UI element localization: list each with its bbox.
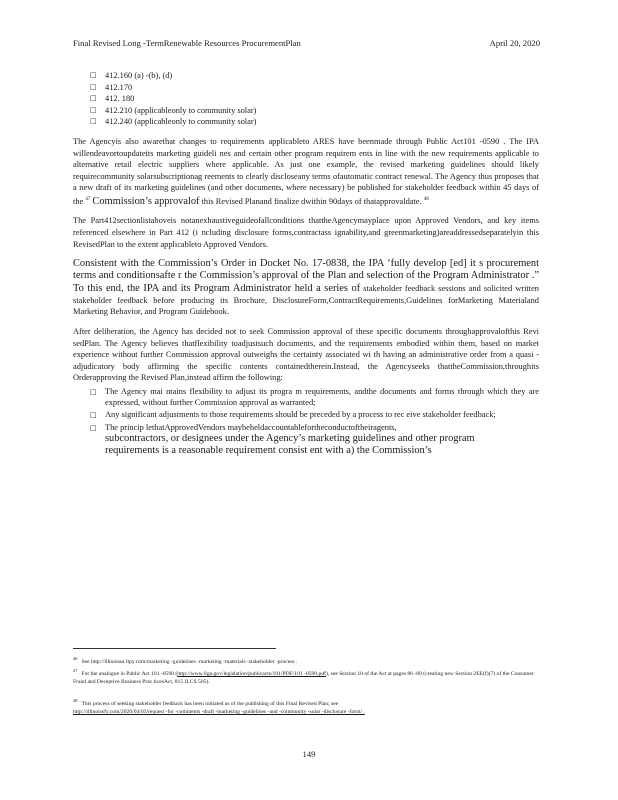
footnote-divider (73, 648, 276, 649)
bullet-box-icon: □ (90, 71, 97, 79)
page-number: 149 (302, 749, 316, 759)
paragraph-ares-changes: The Agencyis also awarethat changes to requirements applicableto ARES have beenmade through Public Act101 -0590 . The IPA willendeavortoupdateits marketing guideli nes and certain other program requirem ents in line with the new requirements applicable to alternative retail electric suppliers where applicable. As just one example, the revised marketing guidelines should likely requirecommunity solarsubscriptionag reements to clearly discloseany terms ofautomatic contract renewal. The Agency thus proposes that a new draft of its marketing guidelines (and other documents, where necessary) be published for stakeholder feedback within 45 days of the $^{47}$ Commission’s approvalof this Revised Planand finalize dwithin 90days of thatapprovaldate. $^{48}$ (73, 136, 539, 207)
section-list-item: □ 412.210 (applicableonly to community solar) (90, 105, 257, 115)
affirm-item: □ Any significant adjustments to those requirements should be preceded by a process to rec eive stakeholder feedback; (90, 409, 539, 422)
footnote-ref[interactable]: 48 (423, 196, 429, 202)
bullet-box-icon: □ (90, 411, 97, 420)
footnote-link[interactable]: http://illinoissfy.com/2020/04/03/request -for -comments -draft -marketing -guidelines -and -community -solar -disclosure -form/ . (73, 708, 365, 715)
page-body (73, 70, 539, 458)
affirm-item: □ The princip lethatApprovedVendors maybeheldaccountablefortheconductoftheiragents, subcontractors, or designees under the Agency’s marketing guidelines and other program requirements is a reasonable requirement consist ent with a) the Commission’s (90, 422, 475, 457)
footnote-47: $^{47}$For the analogue in Public Act 101 -0590 (http://www.ilga.gov/legislation/publicacts/101/PDF/101 -0590.pdf), see Section 10 of the Act at pages 86 -89 (creating new Section 2EE(f)(7) of the Consumer Fraud and Deceptive Business Prac ticesAct, 815 ILCS 505). (73, 668, 534, 685)
section-list-item: □ 412.240 (applicableonly to community solar) (90, 117, 257, 127)
section-list-item: □ 412. 180 (90, 94, 135, 104)
footnote-46: $^{46}$See http://illinoissa ltpy.com/marketing -guidelines -marketing -materials -stakeholder -process . (73, 656, 298, 665)
page-header (73, 38, 540, 48)
bullet-box-icon: □ (90, 82, 97, 91)
section-list-item: □ 412.160 (a) -(b), (d) (90, 71, 173, 80)
bullet-box-icon: □ (90, 105, 97, 114)
header-title: Final Revised Long -TermRenewable Resources ProcurementPlan (73, 38, 301, 48)
section-list-item: □ 412.170 (90, 82, 133, 92)
bullet-box-icon: □ (90, 117, 97, 126)
bullet-box-icon: □ (90, 387, 97, 396)
paragraph-deliberation: After deliberation, the Agency has decided not to seek Commission approval of these specific documents throughapprovalofthis Revi sedPlan. The Agency believes thatflexibility toadjustsuch documents, and the requirements embodied within them, based on market experience without further Commission approval outweighs the certainty associated wi th having an administrative order from a quasi -adjudicatory body affirming the specific contents containedtherein.Instead, the Agencyseeks thattheCommission,throughits Orderapproving the Revised Plan,instead affirm the following: (73, 326, 539, 383)
affirm-item: □ The Agency mai ntains flexibility to adjust its progra m requirements, andthe documents and forms through which they are expressed, without further Commission approval as warranted; (90, 386, 539, 408)
paragraph-consistent: Consistent with the Commission’s Order in Docket No. 17-0838, the IPA ‘fully develop [ed] it s procurement terms and conditionsafte r the Commission’s approval of the Plan and selection of the Program Administrator .” To this end, the IPA and its Program Administrator held a series of stakeholder feedback sessions and solicited written stakeholder feedback before producing its Brochure, DisclosureForm,ContractRequirements,Guidelines forMarketing Materialand Marketing Behavior, and Program Guidebook. (73, 258, 539, 317)
section-list (73, 70, 539, 128)
affirm-list (73, 386, 539, 458)
footnote-48: $^{48}$This process of seeking stakeholder feedback has been initiated as of the publishing of this Final Revised Plan; see http://illinoissfy.com/2020/04/03/request -for -comments -draft -marketing -guidelines -and -community -solar -disclosure -form/ . (73, 698, 365, 715)
footnote-link[interactable]: http://www.ilga.gov/legislation/publicacts/101/PDF/101 -0590.pdf (177, 670, 326, 677)
bullet-box-icon: □ (90, 423, 97, 432)
footnote-ref[interactable]: 47 (85, 196, 91, 202)
header-date: April 20, 2020 (489, 38, 540, 48)
paragraph-part412: The Part412sectionlistaboveis notanexhaustiveguideofallconditions thattheAgencymayplace upon Approved Vendors, and key items referenced elsewhere in Part 412 (i ncluding disclosure forms,contractass ignability,and greenmarketing)areaddressedseparatelyin this RevisedPlan to the extent applicableto Approved Vendors. (73, 216, 539, 249)
bullet-box-icon: □ (90, 94, 97, 103)
